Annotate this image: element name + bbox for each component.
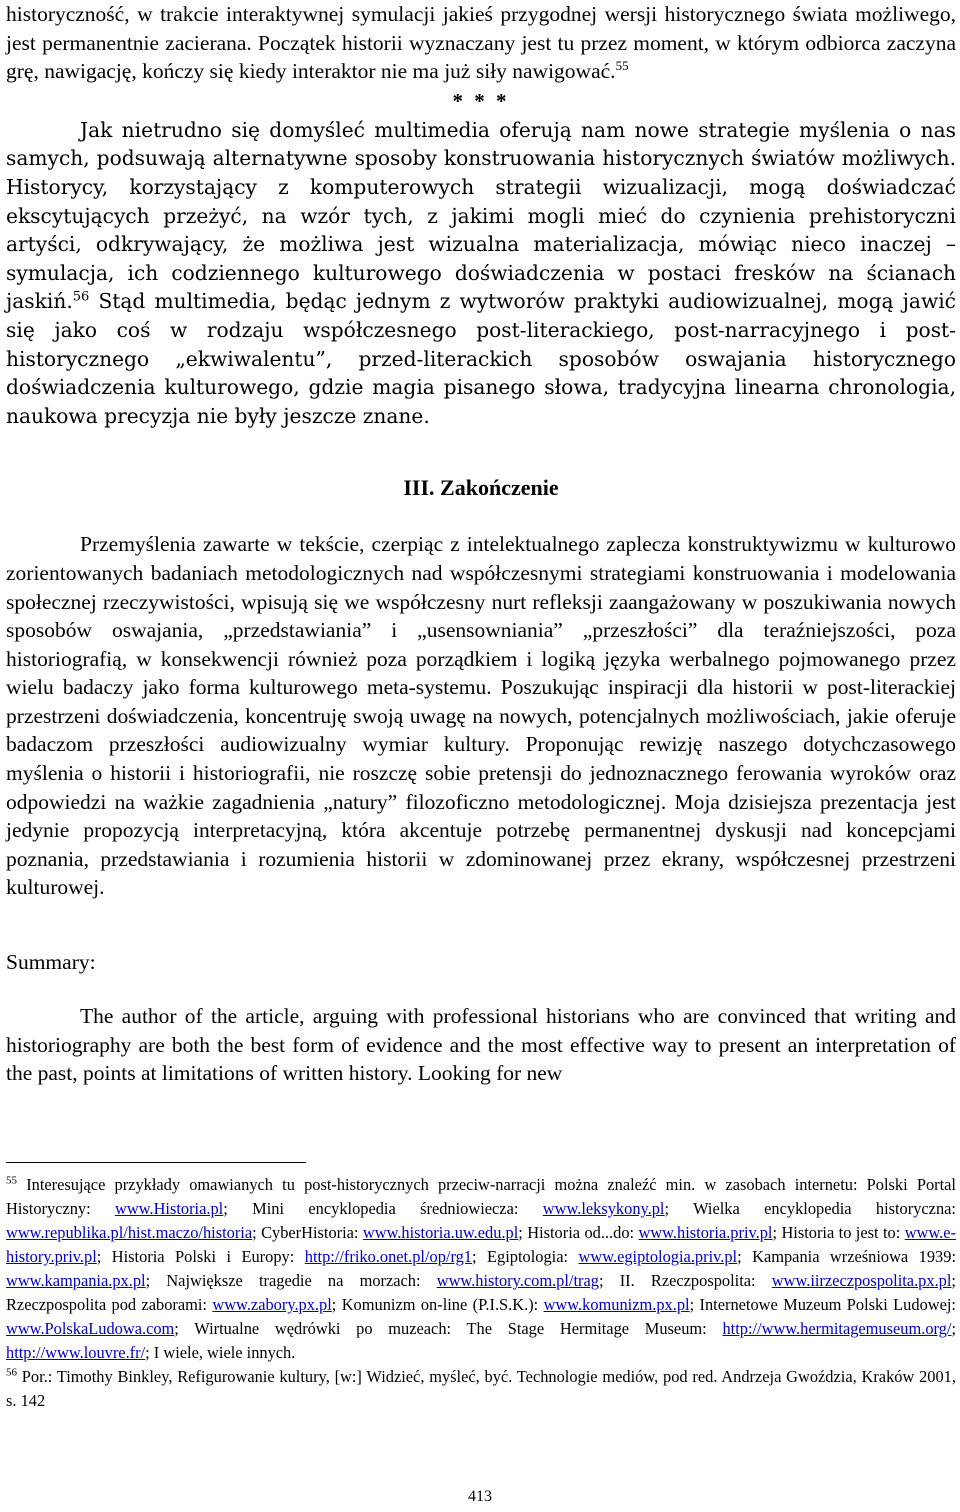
footnote-link[interactable]: http://www.hermitagemuseum.org/ [722, 1319, 952, 1338]
conclusion-paragraph: Przemyślenia zawarte w tekście, czerpiąc z intelektualnego zaplecza konstruktywizmu w kulturowo zorientowanych badaniach metodologicznych nad współczesnymi strategiami konstruowania i modelowania społecznej rzeczywistości, wpisują się we współczesny nurt refleksji zaangażowany w poszukiwania nowych sposobów oswajania, „przedstawiania” i „usensowniania” „przeszłości” dla teraźniejszości, poza historiografią, w konsekwencji również poza porządkiem i logiką języka werbalnego pojmowanego przez wielu badaczy jako forma kulturowego meta-systemu. Poszukując inspiracji dla historii w post-literackiej przestrzeni doświadczenia, koncentruję swoją uwagę na nowych, potencjalnych możliwościach, jakie oferuje badaczom przeszłości audiowizualny wymiar kultury. Proponując rewizję naszego dotychczasowego myślenia o historii i historiografii, nie roszczę sobie pretensji do jednoznacznego ferowania wyroków oraz odpowiedzi na ważkie zagadnienia „natury” filozoficzno metodologicznej. Moja dzisiejsza prezentacja jest jedynie propozycją interpretacyjną, która akcentuje potrzebę permanentnej dyskusji nad koncepcjami poznania, przedstawiania i rozumienia historii w zdominowanej przez ekrany, współczesnej przestrzeni kulturowej. [6, 532, 956, 900]
footnotes [6, 1173, 956, 1413]
footnote-link[interactable]: www.Historia.pl [115, 1199, 224, 1218]
footnote-text: ; Komunizm on-line (P.I.S.K.): [331, 1295, 539, 1314]
footnote-ref-56[interactable]: 56 [72, 289, 90, 305]
footnote-text: ; II. Rzeczpospolita: [598, 1271, 756, 1290]
footnote-link[interactable]: www.e-history.priv.pl [6, 1223, 956, 1266]
top-paragraph [6, 0, 956, 86]
multimedia-paragraph-text-2: Stąd multimedia, będąc jednym z wytworów praktyki audiowizualnej, mogą jawić się jako coś w rodzaju współczesnego post-literackiego, post-narracyjnego i post-historycznego „ekwiwalentu”, przed-literackich sposobów oswajania historycznego doświadczenia kulturowego, gdzie magia pisanego słowa, tradycyjna linearna chronologia, naukowa precyzja nie były jeszcze znane. [6, 289, 956, 428]
footnote-text: ; Historia Polski i Europy: [96, 1247, 295, 1266]
footnote-ref-55[interactable]: 55 [615, 58, 629, 74]
footnote-link[interactable]: www.iirzeczpospolita.px.pl [771, 1271, 952, 1290]
footnote-text: Por.: Timothy Binkley, Refigurowanie kultury, [w:] Widzieć, myśleć, być. Technologie mediów, pod red. Andrzeja Gwoździa, Kraków 2001, s. 142 [6, 1367, 956, 1410]
footnote-link[interactable]: www.egiptologia.priv.pl [578, 1247, 738, 1266]
footnote-link[interactable]: www.history.com.pl/trag [436, 1271, 599, 1290]
page-number: 413 [468, 1488, 492, 1505]
multimedia-paragraph-text-1: Jak nietrudno się domyśleć multimedia oferują nam nowe strategie myślenia o nas samych, podsuwają alternatywne sposoby konstruowania historycznych światów możliwych. Historycy, korzystający z komputerowych strategii wizualizacji, mogą doświadczać ekscytujących przeżyć, na wzór tych, z jakimi mogli mieć do czynienia prehistoryczni artyści, odkrywający, że możliwa jest wizualna materializacja, mówiąc nieco inaczej – symulacja, ich codziennego kulturowego doświadczenia w postaci fresków na ścianach jaskiń. [6, 117, 956, 314]
summary-label: Summary: [6, 950, 96, 975]
footnote-text: ; Rzeczpospolita pod zaborami: [6, 1271, 956, 1314]
footnote-link[interactable]: www.PolskaLudowa.com [6, 1319, 175, 1338]
footnote-text: ; Historia to jest to: [772, 1223, 901, 1242]
footnote-link[interactable]: http://www.louvre.fr/ [6, 1343, 146, 1362]
footnote-text: ; Największe tragedie na morzach: [145, 1271, 421, 1290]
footnote-link[interactable]: www.historia.priv.pl [638, 1223, 773, 1242]
footnote-link[interactable]: www.kampania.px.pl [6, 1271, 146, 1290]
footnote-55 [6, 1173, 956, 1365]
footnote-text: ; Wielka encyklopedia historyczna: [664, 1199, 956, 1218]
footnote-link[interactable]: www.leksykony.pl [542, 1199, 665, 1218]
footnote-text: ; Historia od...do: [518, 1223, 635, 1242]
footnote-text: ; Kampania wrześniowa 1939: [737, 1247, 956, 1266]
footnote-text: ; CyberHistoria: [252, 1223, 359, 1242]
footnote-link[interactable]: www.republika.pl/hist.maczo/historia [6, 1223, 253, 1242]
summary-paragraph: The author of the article, arguing with professional historians who are convinced that writing and historiography are both the best form of evidence and the most effective way to present an interpretation of the past, points at limitations of written history. Looking for new [6, 1004, 956, 1086]
footnote-56 [6, 1365, 956, 1413]
footnote-text: ; Internetowe Muzeum Polski Ludowej: [689, 1295, 956, 1314]
multimedia-paragraph [6, 116, 956, 431]
footnote-text: ; Egiptologia: [472, 1247, 569, 1266]
footnote-link[interactable]: http://friko.onet.pl/op/rg1 [304, 1247, 473, 1266]
footnote-number: 55 [6, 1174, 17, 1187]
footnote-text: ; Wirtualne wędrówki po muzeach: The Stage Hermitage Museum: [174, 1319, 707, 1338]
top-paragraph-text: historyczność, w trakcie interaktywnej symulacji jakieś przygodnej wersji historycznego świata możliwego, jest permanentnie zacierana. Początek historii wyznaczany jest tu przez moment, w którym odbiorca zaczyna grę, nawigację, kończy się kiedy interaktor nie ma już siły nawigować. [6, 2, 956, 84]
footnote-text: ; [951, 1319, 956, 1338]
section-separator: * * * [452, 88, 510, 113]
footnote-link[interactable]: www.komunizm.px.pl [543, 1295, 690, 1314]
section-heading: III. Zakończenie [403, 475, 559, 501]
footnote-link[interactable]: www.zabory.px.pl [212, 1295, 332, 1314]
article-page [6, 0, 956, 1088]
footnote-divider [6, 1162, 306, 1163]
footnote-text: ; I wiele, wiele innych. [145, 1343, 296, 1362]
footnote-number: 56 [6, 1366, 17, 1379]
footnote-text: Interesujące przykłady omawianych tu post-historycznych przeciw-narracji można znaleźć min. w zasobach internetu: Polski Portal Historyczny: [6, 1175, 956, 1218]
footnote-text: ; Mini encyklopedia średniowiecza: [223, 1199, 519, 1218]
footnote-link[interactable]: www.historia.uw.edu.pl [362, 1223, 519, 1242]
